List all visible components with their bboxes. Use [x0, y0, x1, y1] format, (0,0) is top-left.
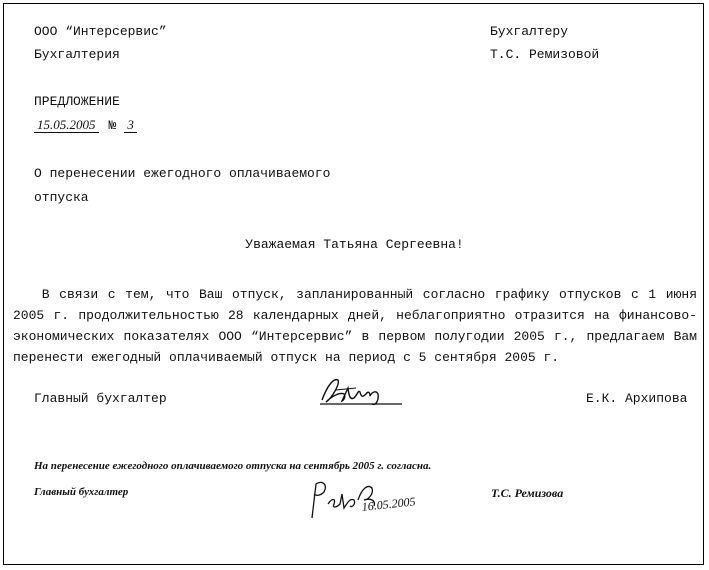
body-line-1: В связи с тем, что Ваш отпуск, запланированный согласно графику отпусков с 1 июня [13, 287, 697, 302]
resolution-text: На перенесение ежегодного оплачиваемого отпуска на сентябрь 2005 г. согласна. [34, 460, 432, 472]
resolution-name: Т.С. Ремизова [491, 486, 564, 500]
document-frame [3, 3, 704, 565]
resolution-position: Главный бухгалтер [34, 486, 129, 498]
recipient-title: Бухгалтеру [490, 24, 569, 39]
greeting: Уважаемая Татьяна Сергеевна! [245, 237, 464, 252]
doc-number: 3 [124, 117, 137, 133]
doc-number-sign: № [108, 118, 117, 133]
signature-arkhipova [316, 374, 406, 410]
resolution-date: 16.05.2005 [361, 494, 417, 514]
body-line-4: перенести ежегодный оплачиваемый отпуск на период с 5 сентября 2005 г. [13, 350, 560, 365]
body-text [13, 284, 697, 368]
subject-line-1: О перенесении ежегодного оплачиваемого [34, 166, 331, 181]
doc-date-line [34, 116, 137, 134]
sender-dept: Бухгалтерия [34, 47, 120, 62]
signer-name: Е.К. Архипова [586, 391, 688, 406]
recipient-name: Т.С. Ремизовой [490, 47, 600, 62]
body-line-2: 2005 г. продолжительностью 28 календарных дней, неблагоприятно отразится на финансово- [13, 308, 697, 323]
sender-org: ООО “Интерсервис” [34, 24, 167, 39]
doc-type: ПРЕДЛОЖЕНИЕ [34, 94, 120, 109]
signer-position: Главный бухгалтер [34, 391, 167, 406]
doc-date: 15.05.2005 [34, 117, 99, 133]
subject-line-2: отпуска [34, 190, 89, 205]
body-line-3: экономических показателях ООО “Интерсервис” в первом полугодии 2005 г., предлагаем Вам [13, 329, 697, 344]
